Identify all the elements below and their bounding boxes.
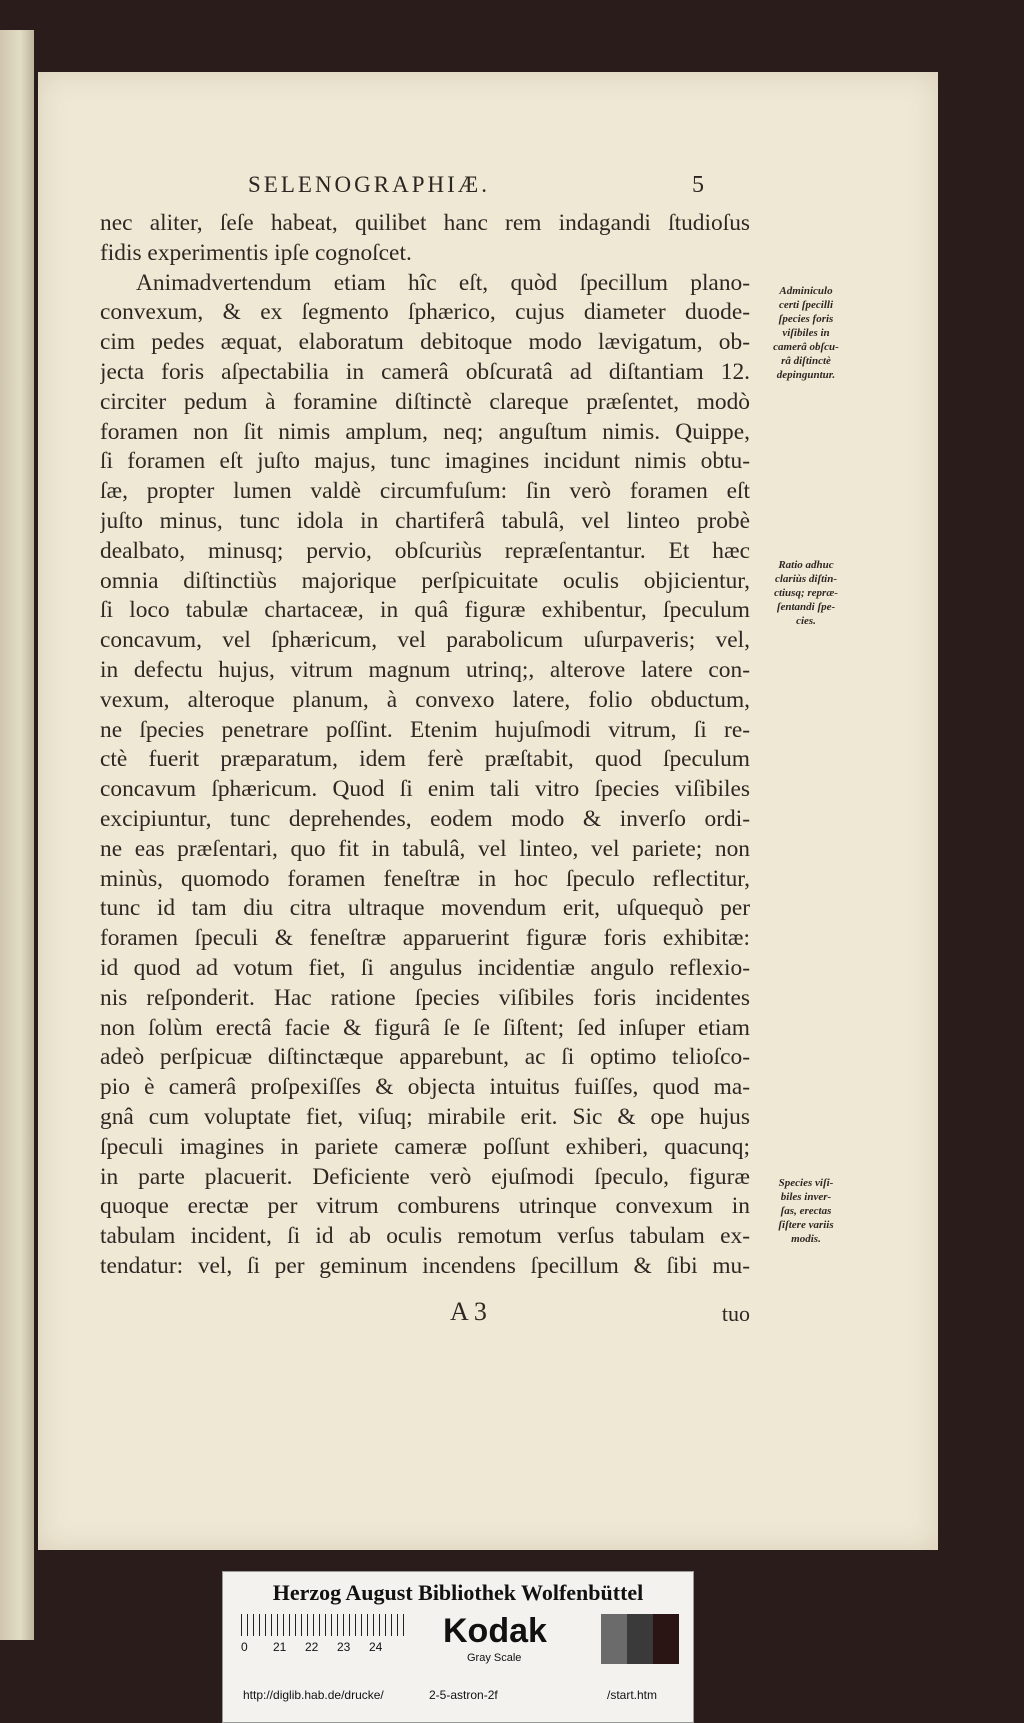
margin-note-line: Species viſi- — [778, 1177, 834, 1189]
text-line: ſpeculi imagines in pariete cameræ poſſunt exhiberi, quacunq; — [100, 1133, 750, 1160]
text-line: tunc id tam diu citra ultraque movendum erit, uſquequò per — [100, 895, 750, 922]
text-line: in defectu hujus, vitrum magnum utrinq;, alterove latere con- — [100, 656, 750, 683]
digilib-url: http://diglib.hab.de/drucke/ — [243, 1688, 384, 1702]
margin-note-line: Ratio adhuc — [778, 559, 834, 571]
margin-note-line: viſibiles in — [782, 327, 830, 339]
margin-note-line: ſiſtere variis — [778, 1219, 834, 1231]
start-link: /start.htm — [607, 1688, 658, 1702]
margin-note-line: ſas, erectas — [780, 1205, 832, 1217]
text-line: vexum, alteroque planum, à convexo latere, folio obductum, — [100, 686, 750, 713]
shelfmark: 2-5-astron-2f — [429, 1688, 498, 1702]
text-line: juſto minus, tunc idola in chartiferâ tabulâ, vel linteo probè — [100, 507, 750, 534]
signature-mark: A 3 — [450, 1297, 487, 1326]
black-swatch — [653, 1614, 679, 1664]
margin-note-line: certi ſpecilli — [778, 299, 834, 311]
color-target-card — [222, 1571, 694, 1723]
text-line: nis reſponderit. Hac ratione ſpecies viſibiles foris incidentes — [100, 984, 750, 1011]
margin-note-line: ſpecies foris — [778, 313, 834, 325]
page-footer — [100, 1297, 750, 1329]
text-line: ctè fuerit præparatum, idem ferè præſtabit, quod ſpeculum — [100, 746, 750, 773]
text-line: id quod ad votum fiet, ſi angulus incidentiæ angulo reflexio- — [100, 954, 750, 981]
text-line: convexum, & ex ſegmento ſphærico, cujus diameter duode- — [100, 299, 750, 326]
text-line: tendatur: vel, ſi per geminum incendens ſpecillum & ſibi mu- — [100, 1252, 750, 1279]
ruler-label: 23 — [337, 1640, 351, 1654]
catchword: tuo — [721, 1301, 750, 1326]
dark-swatch — [627, 1614, 653, 1664]
text-line: Animadvertendum etiam hîc eſt, quòd ſpecillum plano- — [136, 269, 750, 296]
text-line: fidis experimentis ipſe cognoſcet. — [100, 239, 412, 266]
margin-note-line: modis. — [791, 1233, 821, 1245]
text-line: pio è camerâ proſpexiſſes & objecta intuitus fuiſſes, quod ma- — [100, 1074, 750, 1101]
margin-note-line: ctiusq; repræ- — [774, 587, 838, 599]
library-name: Herzog August Bibliothek Wolfenbüttel — [272, 1580, 644, 1605]
text-line: concavum, vel ſphæricum, vel parabolicum uſurpaveris; vel, — [100, 627, 750, 654]
page-number: 5 — [692, 172, 704, 198]
margin-note-line: depinguntur. — [776, 369, 836, 381]
gray-scale-label: Gray Scale — [467, 1652, 522, 1664]
text-line: foramen ſpeculi & feneſtræ apparuerint figuræ foris exhibitæ: — [100, 925, 750, 952]
ruler-labels — [241, 1640, 411, 1654]
margin-note-line: camerâ obſcu- — [773, 341, 839, 353]
text-line: ſi loco tabulæ chartaceæ, in quâ figuræ exhibentur, ſpeculum — [100, 597, 750, 624]
margin-note-line: cies. — [796, 615, 816, 627]
margin-note-line: Adminiculo — [779, 285, 833, 297]
text-line: foramen non ſit nimis amplum, neq; anguſtum nimis. Quippe, — [100, 418, 750, 445]
text-line: gnâ cum voluptate fiet, viſuq; mirabile erit. Sic & ope hujus — [100, 1103, 750, 1130]
margin-note-line: biles inver- — [780, 1191, 832, 1203]
margin-note-line: clariùs diſtin- — [774, 573, 838, 585]
text-line: omnia diſtinctiùs majorique perſpicuitate oculis objicientur, — [100, 567, 750, 594]
adjacent-page-edge — [0, 30, 34, 1640]
margin-note — [762, 1176, 850, 1246]
ruler-label: 21 — [273, 1640, 287, 1654]
margin-note-line: râ diſtinctè — [781, 355, 831, 367]
text-line: in parte placuerit. Deficiente verò ejuſmodi ſpeculo, figuræ — [100, 1163, 750, 1190]
text-line: nec aliter, ſeſe habeat, quilibet hanc rem indagandi ſtudioſus — [100, 210, 750, 236]
text-line: non ſolùm erectâ facie & figurâ ſe ſe ſiſtent; ſed inſuper etiam — [100, 1014, 750, 1041]
text-line: tabulam incident, ſi id ab oculis remotum verſus tabulam ex- — [100, 1223, 750, 1250]
text-line: quoque erectæ per vitrum comburens utrinque convexum in — [100, 1193, 750, 1220]
ruler-scale — [241, 1614, 409, 1636]
margin-note-line: ſentandi ſpe- — [776, 601, 836, 613]
body-text — [100, 209, 750, 1282]
text-line: ne ſpecies penetrare poſſint. Etenim hujuſmodi vitrum, ſi re- — [100, 716, 750, 743]
book-page — [38, 72, 938, 1550]
text-line: dealbato, minusq; pervio, obſcuriùs repræſentantur. Et hæc — [100, 537, 750, 564]
text-line: jecta foris aſpectabilia in camerâ obſcuratâ ad diſtantiam 12. — [100, 358, 750, 385]
margin-note — [762, 284, 850, 382]
kodak-logo: Kodak — [443, 1612, 547, 1650]
text-line: concavum ſphæricum. Quod ſi enim tali vitro ſpecies viſibiles — [100, 776, 750, 803]
ruler-label: 24 — [369, 1640, 383, 1654]
gray-swatch — [601, 1614, 627, 1664]
text-line: ſæ, propter lumen valdè circumfuſum: ſin verò foramen eſt — [100, 478, 750, 505]
ruler-label: 0 — [241, 1640, 248, 1654]
text-line: ſi foramen eſt juſto majus, tunc imagines incidunt nimis obtu- — [100, 448, 750, 475]
text-line: minùs, quomodo foramen feneſtræ in hoc ſpeculo reflectitur, — [100, 865, 750, 892]
text-line: ne eas præſentari, quo fit in tabulâ, vel linteo, vel pariete; non — [100, 835, 750, 862]
text-line: cim pedes æquat, elaboratum debitoque modo lævigatum, ob- — [100, 329, 750, 356]
text-line: excipiuntur, tunc deprehendes, eodem modo & inverſo ordi- — [100, 805, 750, 832]
running-header: SELENOGRAPHIÆ. — [248, 172, 490, 197]
text-line: adeò perſpicuæ diſtinctæque apparebunt, ac ſi optimo telioſco- — [100, 1044, 750, 1071]
margin-note — [762, 558, 850, 628]
text-line: circiter pedum à foramine diſtinctè clareque præſentet, modò — [100, 388, 750, 415]
ruler-label: 22 — [305, 1640, 319, 1654]
